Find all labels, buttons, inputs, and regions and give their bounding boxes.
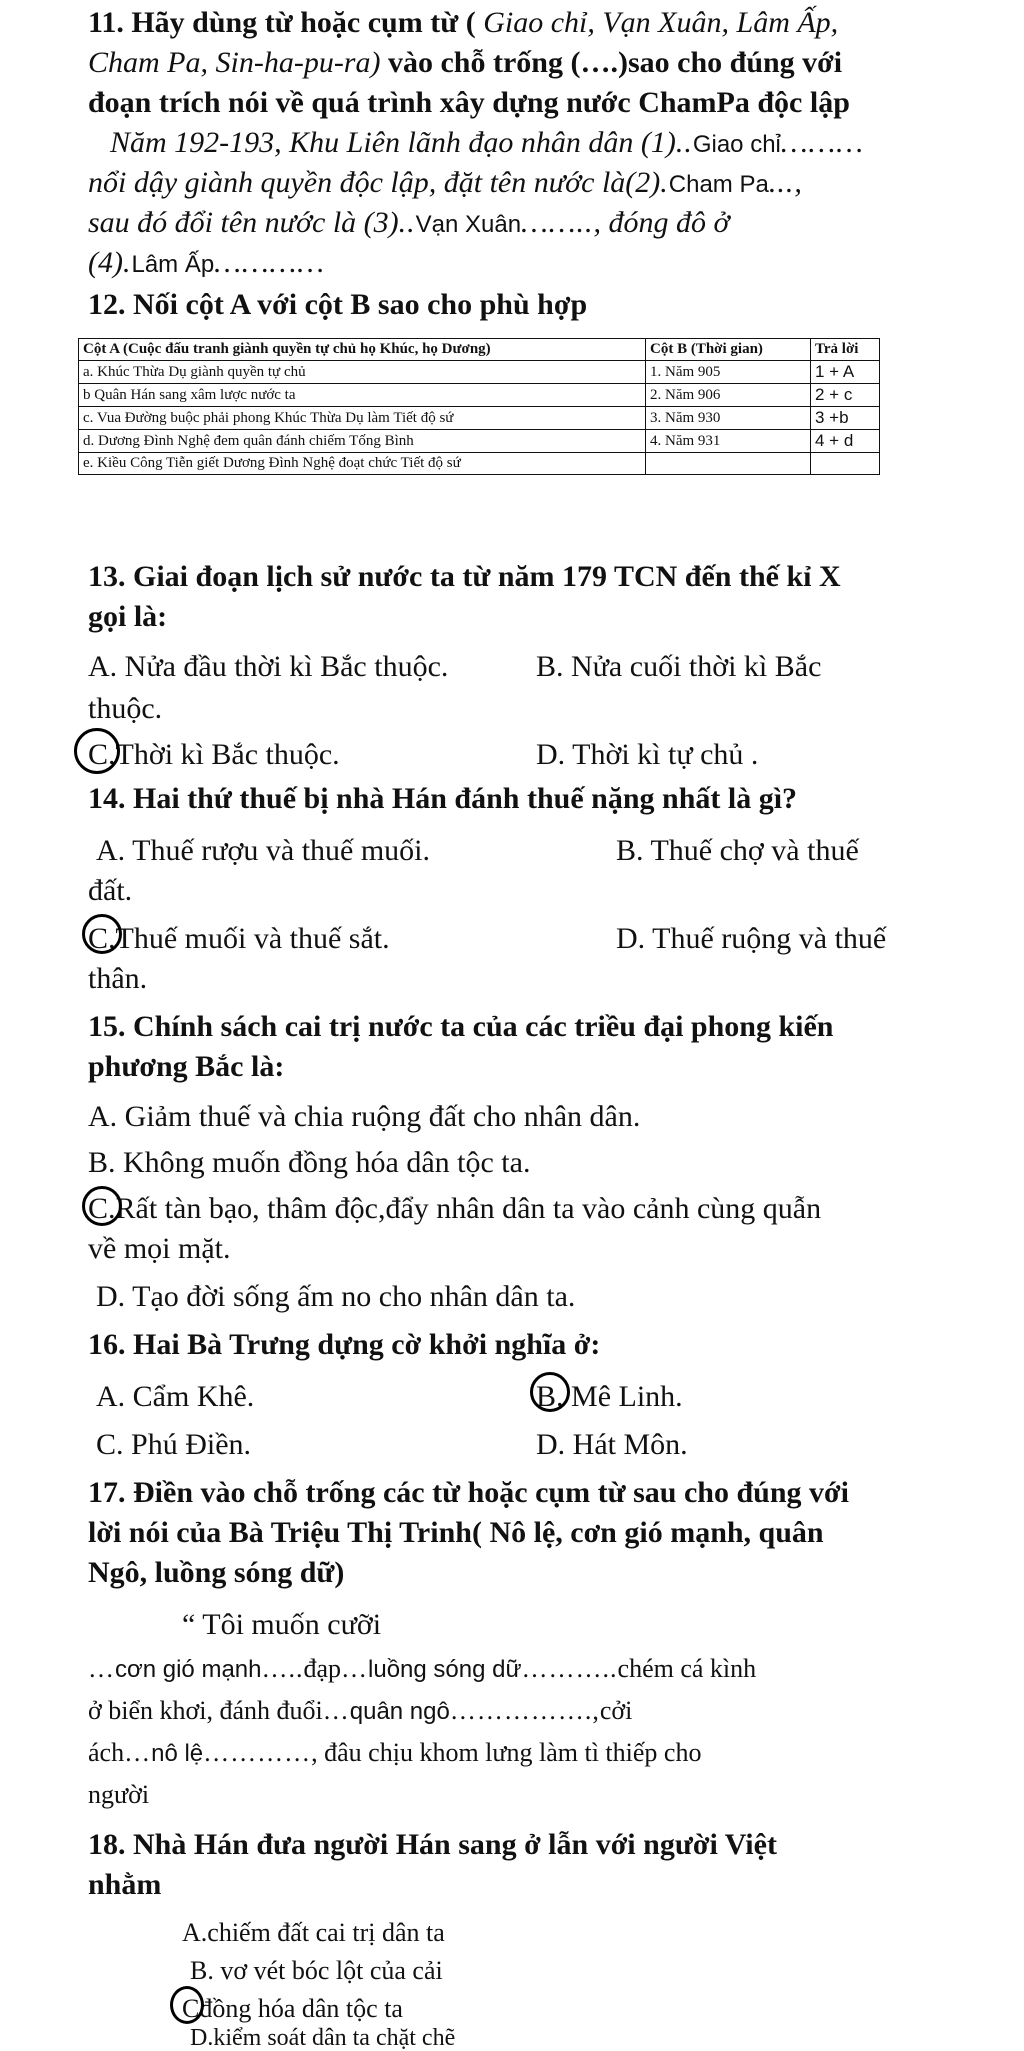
q11-answer-1: Giao chỉ bbox=[692, 131, 781, 158]
col-b-cell bbox=[646, 453, 811, 475]
q13-option-c-letter: C. bbox=[88, 738, 116, 771]
answer-cell: 3 +b bbox=[811, 407, 880, 430]
q18-title-line2: nhằm bbox=[88, 1868, 162, 1901]
q11-word-list-cont: Cham Pa, Sin-ha-pu-ra) bbox=[88, 46, 381, 79]
table-header-row bbox=[79, 339, 880, 361]
q14-option-b-cont: đất. bbox=[88, 874, 133, 907]
q17-quote-start: “ Tôi muốn cưỡi bbox=[182, 1608, 382, 1641]
q17-line2: ở biển khơi, đánh đuổi…quân ngô…………….,cởi bbox=[88, 1696, 633, 1725]
col-b-header: Cột B (Thời gian) bbox=[646, 339, 811, 361]
answer-cell: 4 + d bbox=[811, 430, 880, 453]
q11-title-line2 bbox=[88, 48, 842, 78]
q15-option-b: B. Không muốn đồng hóa dân tộc ta. bbox=[88, 1146, 531, 1179]
q11-answer-2: Cham Pa bbox=[668, 171, 769, 198]
q14-title: 14. Hai thứ thuế bị nhà Hán đánh thuế nặng nhất là gì? bbox=[88, 782, 798, 815]
q11-title-text: 11. Hãy dùng từ hoặc cụm từ ( bbox=[88, 6, 484, 39]
q15-option-c-text: Rất tàn bạo, thâm độc,đẩy nhân dân ta vào cảnh cùng quẫn bbox=[115, 1192, 822, 1225]
col-a-header: Cột A (Cuộc đấu tranh giành quyền tự chủ họ Khúc, họ Dương) bbox=[79, 339, 646, 361]
q11-answer-3: Vạn Xuân bbox=[415, 211, 522, 238]
q16-option-b-text: Mê Linh. bbox=[571, 1380, 683, 1413]
q17-text-coi: cởi bbox=[599, 1696, 633, 1725]
answer-circle-mark bbox=[530, 1372, 570, 1412]
table-row bbox=[79, 453, 880, 475]
q11-passage-line1: Năm 192-193, Khu Liên lãnh đạo nhân dân (1)..Giao chỉ……… bbox=[110, 126, 864, 159]
answer-cell bbox=[811, 453, 880, 475]
col-b-cell: 1. Năm 905 bbox=[646, 361, 811, 384]
q12-matching-table bbox=[78, 338, 880, 475]
q14-option-c bbox=[88, 924, 390, 954]
col-a-cell: c. Vua Đường buộc phải phong Khúc Thừa Dụ làm Tiết độ sứ bbox=[79, 407, 646, 430]
q11-title-rest: vào chỗ trống (….)sao cho đúng với bbox=[380, 46, 843, 79]
q17-answer-3: quân ngô bbox=[349, 1698, 450, 1725]
q13-option-c bbox=[88, 740, 340, 770]
col-a-cell: d. Dương Đình Nghệ đem quân đánh chiếm Tống Bình bbox=[79, 430, 646, 453]
q15-option-c bbox=[88, 1194, 821, 1224]
q17-answer-2: luồng sóng dữ bbox=[368, 1656, 522, 1683]
q13-option-b-cont: thuộc. bbox=[88, 692, 163, 725]
q18-option-c-text: đồng hóa dân tộc ta bbox=[199, 1994, 403, 2023]
q15-option-c-letter: C. bbox=[88, 1192, 116, 1225]
q11-word-list: Giao chỉ, Vạn Xuân, Lâm Ấp, bbox=[483, 6, 839, 39]
q18-option-b: B. vơ vét bóc lột của cải bbox=[190, 1956, 443, 1985]
col-b-cell: 3. Năm 930 bbox=[646, 407, 811, 430]
q11-passage-line2: nổi dậy giành quyền độc lập, đặt tên nước là(2).Cham Pa..., bbox=[88, 166, 803, 199]
q16-option-d: D. Hát Môn. bbox=[536, 1428, 688, 1461]
q14-option-d: D. Thuế ruộng và thuế bbox=[616, 922, 887, 955]
q17-line4: người bbox=[88, 1780, 150, 1809]
col-b-cell: 4. Năm 931 bbox=[646, 430, 811, 453]
answer-circle-mark bbox=[82, 1186, 122, 1226]
q11-passage-text-1: Năm 192-193, Khu Liên lãnh đạo nhân dân (1) bbox=[110, 126, 676, 159]
q14-option-b: B. Thuế chợ và thuế bbox=[616, 834, 859, 867]
q18-title-line1: 18. Nhà Hán đưa người Hán sang ở lẫn với người Việt bbox=[88, 1828, 777, 1861]
q14-option-d-cont: thân. bbox=[88, 962, 148, 995]
q11-passage-line3: sau đó đổi tên nước là (3)..Vạn Xuân…….., đóng đô ở bbox=[88, 206, 730, 239]
q15-title-line1: 15. Chính sách cai trị nước ta của các triều đại phong kiến bbox=[88, 1010, 834, 1043]
q11-passage-text-3: sau đó đổi tên nước là (3) bbox=[88, 206, 399, 239]
q15-title-line2: phương Bắc là: bbox=[88, 1050, 285, 1083]
q14-option-c-text: Thuế muối và thuế sắt. bbox=[115, 922, 390, 955]
table-row bbox=[79, 430, 880, 453]
q11-passage-text-3b: , đóng đô ở bbox=[593, 206, 730, 239]
col-b-cell: 2. Năm 906 bbox=[646, 384, 811, 407]
q16-option-c: C. Phú Điền. bbox=[96, 1428, 252, 1461]
q13-option-b: B. Nửa cuối thời kì Bắc bbox=[536, 650, 822, 683]
q18-option-c bbox=[182, 1996, 403, 2022]
q17-line1: …cơn gió mạnh…..đạp…luồng sóng dữ………..chém cá kình bbox=[88, 1654, 757, 1683]
answer-cell: 2 + c bbox=[811, 384, 880, 407]
q18-option-c-letter: C bbox=[182, 1994, 200, 2023]
table-row bbox=[79, 407, 880, 430]
q17-answer-4: nô lệ bbox=[151, 1740, 204, 1767]
q14-option-a: A. Thuế rượu và thuế muối. bbox=[96, 834, 431, 867]
q16-title: 16. Hai Bà Trưng dựng cờ khởi nghĩa ở: bbox=[88, 1328, 601, 1361]
q11-passage-text-2: nổi dậy giành quyền độc lập, đặt tên nước là(2) bbox=[88, 166, 661, 199]
col-a-cell: a. Khúc Thừa Dụ giành quyền tự chủ bbox=[79, 361, 646, 384]
q11-title-line1 bbox=[88, 8, 838, 38]
q13-option-d: D. Thời kì tự chủ . bbox=[536, 738, 759, 771]
answer-cell: 1 + A bbox=[811, 361, 880, 384]
q13-title-line2: gọi là: bbox=[88, 600, 168, 633]
q17-text-khom-lung: , đâu chịu khom lưng làm tì thiếp cho bbox=[311, 1738, 702, 1767]
q17-title-line3: Ngô, luồng sóng dữ) bbox=[88, 1556, 345, 1589]
answer-circle-mark bbox=[82, 914, 122, 954]
q13-option-a: A. Nửa đầu thời kì Bắc thuộc. bbox=[88, 650, 449, 683]
answer-circle-mark bbox=[74, 728, 120, 774]
q15-option-a: A. Giảm thuế và chia ruộng đất cho nhân dân. bbox=[88, 1100, 641, 1133]
col-a-cell: e. Kiều Công Tiễn giết Dương Đình Nghệ đoạt chức Tiết độ sứ bbox=[79, 453, 646, 475]
table-row bbox=[79, 384, 880, 407]
q18-option-d: D.kiểm soát dân ta chặt chẽ bbox=[190, 2025, 456, 2051]
q17-title-line2: lời nói của Bà Triệu Thị Trinh( Nô lệ, cơn gió mạnh, quân bbox=[88, 1516, 824, 1549]
answer-circle-mark bbox=[170, 1986, 204, 2024]
q13-title-line1: 13. Giai đoạn lịch sử nước ta từ năm 179 TCN đến thế kỉ X bbox=[88, 560, 841, 593]
q17-text-chem: chém cá kình bbox=[617, 1654, 757, 1683]
q17-answer-1: cơn gió mạnh bbox=[115, 1656, 262, 1683]
q17-text-danh-duoi: ở biển khơi, đánh đuổi bbox=[88, 1696, 323, 1725]
q11-passage-line4: (4).Lâm Ấp………… bbox=[88, 246, 325, 279]
q11-passage-text-4: (4) bbox=[88, 246, 123, 279]
q17-title-line1: 17. Điền vào chỗ trống các từ hoặc cụm từ sau cho đúng với bbox=[88, 1476, 849, 1509]
q18-option-a: A.chiếm đất cai trị dân ta bbox=[182, 1918, 445, 1947]
q12-title: 12. Nối cột A với cột B sao cho phù hợp bbox=[88, 288, 588, 321]
q17-line3: ách…nô lệ…………, đâu chịu khom lưng làm tì thiếp cho bbox=[88, 1738, 702, 1767]
q13-option-c-text: Thời kì Bắc thuộc. bbox=[115, 738, 340, 771]
q15-option-d: D. Tạo đời sống ấm no cho nhân dân ta. bbox=[96, 1280, 576, 1313]
table-row bbox=[79, 361, 880, 384]
q16-option-a: A. Cẩm Khê. bbox=[96, 1380, 255, 1413]
q16-option-b-letter: B. bbox=[536, 1380, 564, 1413]
col-a-cell: b Quân Hán sang xâm lược nước ta bbox=[79, 384, 646, 407]
answer-col-header: Trả lời bbox=[811, 339, 880, 361]
q17-text-dap: đạp bbox=[303, 1654, 342, 1683]
q15-option-c-cont: về mọi mặt. bbox=[88, 1232, 231, 1265]
q14-option-c-letter: C. bbox=[88, 922, 116, 955]
q11-title-line3: đoạn trích nói về quá trình xây dựng nước ChamPa độc lập bbox=[88, 86, 850, 119]
q17-text-ach: ách bbox=[88, 1738, 125, 1767]
q11-answer-4: Lâm Ấp bbox=[131, 251, 215, 278]
